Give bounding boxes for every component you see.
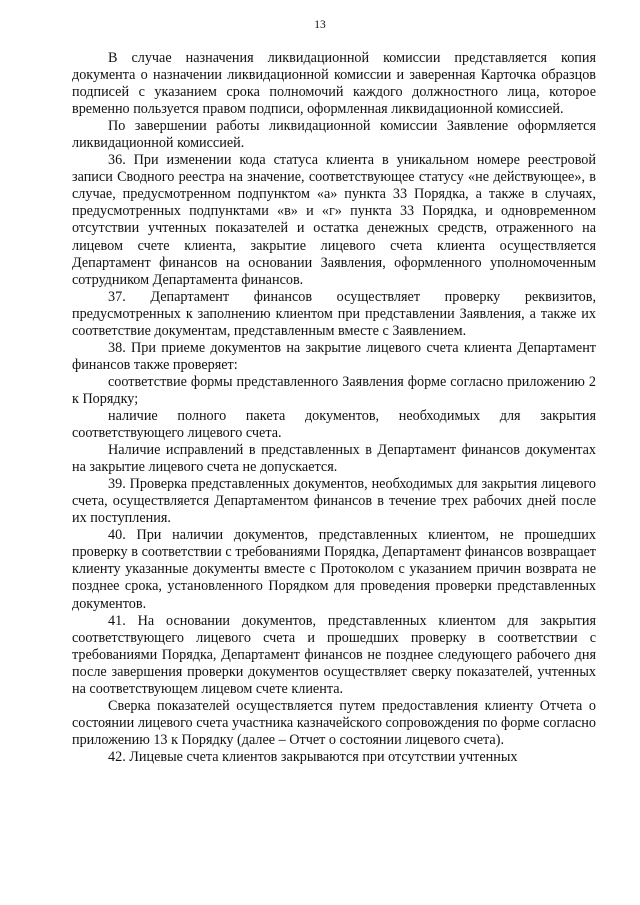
paragraph-41: 41. На основании документов, представленных клиентом для закрытия соответствующего лицевого счета и прошедших проверку в соответствии с требованиями Порядка, Департамент финансов не позднее следующего рабочего дня после завершения проверки документов осуществляет сверку показателей, учтенных на соответствующем лицевом счете клиента. [72, 612, 596, 697]
paragraph-37: 37. Департамент финансов осуществляет проверку реквизитов, предусмотренных к заполнению клиентом при представлении Заявления, а также их соответствие документам, представленным вместе с Заявлением. [72, 288, 596, 339]
paragraph-corrections-not-allowed: Наличие исправлений в представленных в Департамент финансов документах на закрытие лицевого счета не допускается. [72, 442, 596, 476]
paragraph-42: 42. Лицевые счета клиентов закрываются при отсутствии учтенных [108, 748, 518, 765]
paragraph-liquidation-commission-application: По завершении работы ликвидационной комиссии Заявление оформляется ликвидационной комиссией. [72, 118, 596, 152]
paragraph-38-item-package: наличие полного пакета документов, необходимых для закрытия соответствующего лицевого счета. [72, 407, 596, 442]
paragraph-reconciliation: Сверка показателей осуществляется путем предоставления клиенту Отчета о состоянии лицевого счета участника казначейского сопровождения по форме согласно приложению 13 к Порядку (далее – Отчет о состоянии лицевого счета). [72, 697, 596, 748]
paragraph-38-item-form: соответствие формы представленного Заявления форме согласно приложению 2 к Порядку; [72, 373, 596, 407]
paragraph-38: 38. При приеме документов на закрытие лицевого счета клиента Департамент финансов также проверяет: [72, 339, 596, 373]
paragraph-40: 40. При наличии документов, представленных клиентом, не прошедших проверку в соответствии с требованиями Порядка, Департамент финансов возвращает клиенту указанные документы вместе с Протоколом с указанием причин возврата не позднее срока, установленного Порядком для проведения проверки представленных документов. [72, 527, 596, 612]
paragraph-liquidation-commission-copy: В случае назначения ликвидационной комиссии представляется копия документа о назначении ликвидационной комиссии и заверенная Карточка образцов подписей с указанием срока полномочий каждого должностного лица, которое временно пользуется правом подписи, оформленная ликвидационной комиссией. [72, 50, 596, 118]
page-number: 13 [314, 19, 326, 31]
document-body [72, 50, 596, 766]
paragraph-39: 39. Проверка представленных документов, необходимых для закрытия лицевого счета, осуществляется Департаментом финансов в течение трех рабочих дней после их поступления. [72, 476, 596, 527]
paragraph-36: 36. При изменении кода статуса клиента в уникальном номере реестровой записи Сводного реестра на значение, соответствующее статусу «не действующее», в случае, предусмотренном подпунктом «а» пункта 33 Порядка, а также в случаях, предусмотренных подпунктами «в» и «г» пункта 33 Порядка, и одновременном отсутствии учтенных показателей и остатка денежных средств, отраженного на лицевом счете клиента, закрытие лицевого счета клиента осуществляется Департамент финансов на основании Заявления, оформленного уполномоченным сотрудником Департамента финансов. [72, 152, 596, 288]
